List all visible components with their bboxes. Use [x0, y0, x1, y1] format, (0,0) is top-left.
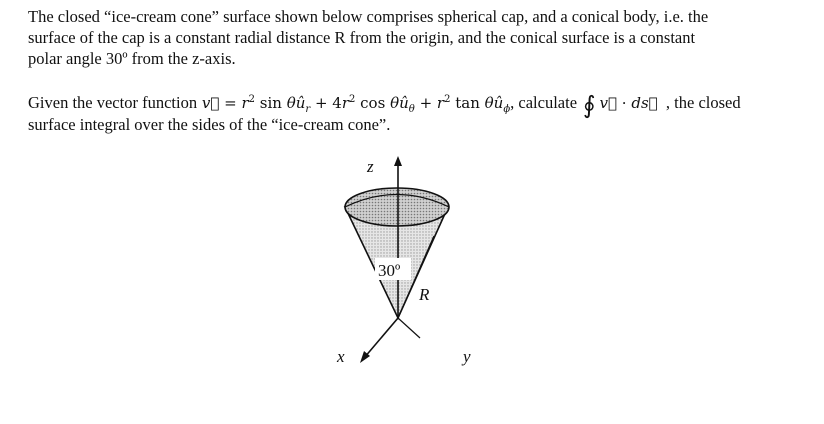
y-axis	[398, 318, 420, 338]
y-axis-label: y	[463, 347, 471, 366]
angle-label: 30º	[378, 261, 401, 280]
given-prefix: Given the vector function	[28, 93, 198, 112]
ice-cream-cone-figure	[320, 150, 500, 380]
integrand: v⃗ · ds⃗	[599, 94, 658, 112]
spherical-cap	[345, 188, 449, 226]
x-axis	[364, 318, 398, 358]
calculate-text: , calculate	[510, 93, 578, 112]
radius-label: R	[419, 285, 430, 304]
question-line-1: Given the vector function v⃗ = $r^2$ $\sin \theta û_r + 4r^2$ $\cos \theta û_\theta + r^2$ $\tan \theta û_\phi$, calculate ∮ v⃗ · ds⃗ , the closed	[28, 91, 741, 119]
z-axis-label: z	[367, 157, 374, 176]
vector-function: v⃗ = $r^2$ $\sin \theta û_r + 4r^2$ $\cos \theta û_\theta + r^2$ $\tan \theta û_\phi$	[201, 94, 511, 115]
intro-line-1: The closed “ice-cream cone” surface shown below comprises spherical cap, and a conical body, i.e. the	[28, 7, 709, 26]
question-line-2: surface integral over the sides of the “ice-cream cone”.	[28, 115, 391, 134]
x-axis-label: x	[337, 347, 345, 366]
intro-line-3: polar angle 30º from the z-axis.	[28, 49, 236, 68]
z-axis-arrow	[394, 156, 402, 166]
closed-text: , the closed	[665, 93, 741, 112]
intro-line-2: surface of the cap is a constant radial distance R from the origin, and the conical surface is a constant	[28, 28, 696, 47]
problem-intro	[28, 6, 803, 69]
problem-question	[28, 92, 803, 135]
